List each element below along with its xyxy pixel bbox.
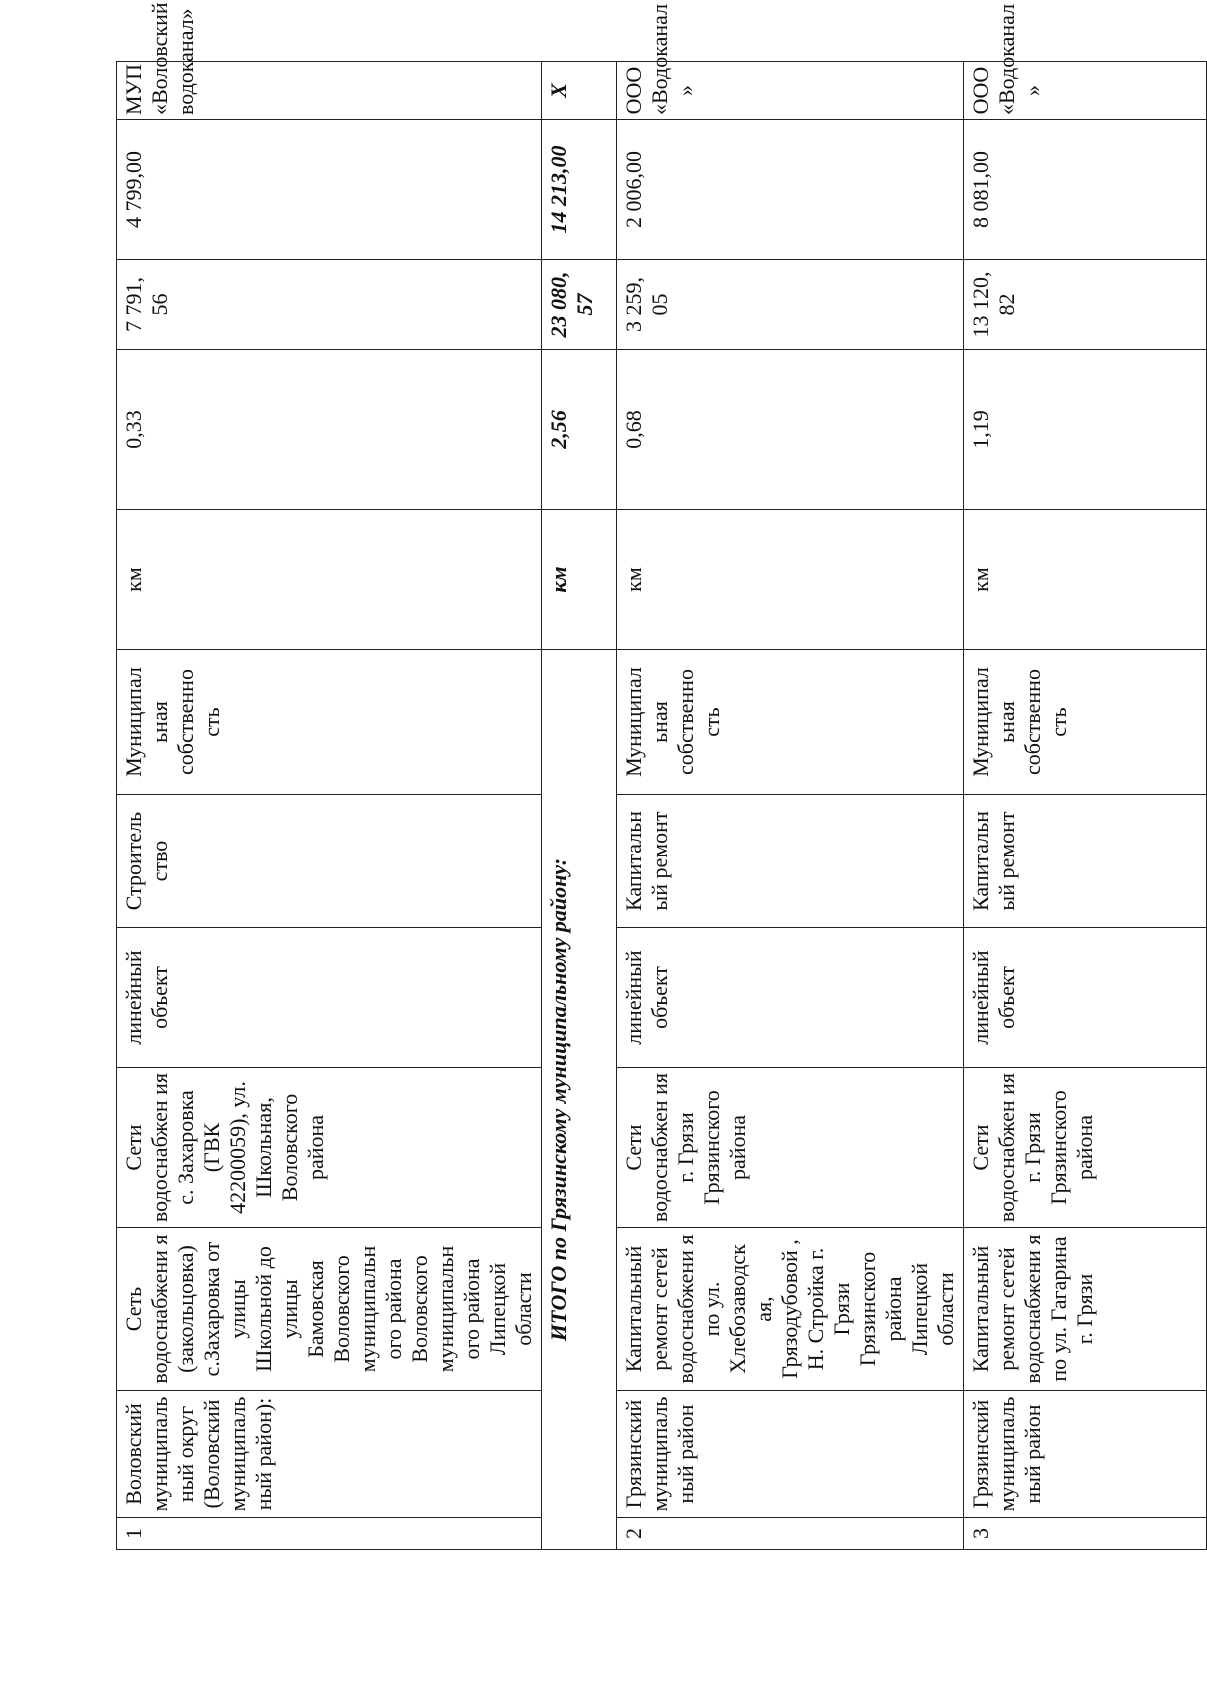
total-label: ИТОГО по Грязинскому муниципальному району:: [542, 650, 617, 1550]
object-type-cell: линейный объект: [617, 928, 964, 1068]
work-type-cell: Строитель ство: [117, 795, 542, 928]
operator-cell: ООО «Водоканал »: [617, 62, 964, 120]
object-cell: Сети водоснабжен ия с. Захаровка (ГВК 42200059), ул. Школьная, Воловского района: [117, 1068, 542, 1228]
table-row: [964, 62, 1207, 1550]
unit-cell: км: [964, 510, 1207, 650]
district-cell: Воловский муниципаль ный округ (Воловский муниципаль ный район):: [117, 1391, 542, 1518]
object-cell: Сети водоснабжен ия г. Грязи Грязинского района: [617, 1068, 964, 1228]
unit-cell: км: [617, 510, 964, 650]
total-unit-cell: км: [542, 510, 617, 650]
total-amount-cell: 14 213,00: [542, 120, 617, 260]
amount-cell: 8 081,00: [964, 120, 1207, 260]
total-cost-cell: 23 080, 57: [542, 260, 617, 350]
table-row: [617, 62, 964, 1550]
row-number: 2: [617, 1518, 964, 1550]
cost-cell: 3 259, 05: [617, 260, 964, 350]
district-cell: Грязинский муниципаль ный район: [617, 1391, 964, 1518]
work-type-cell: Капитальн ый ремонт: [964, 795, 1207, 928]
total-operator-cell: X: [542, 62, 617, 120]
row-number: 1: [117, 1518, 542, 1550]
total-row: [542, 62, 617, 1550]
operator-cell: МУП «Воловский водоканал»: [117, 62, 542, 120]
amount-cell: 4 799,00: [117, 120, 542, 260]
cost-cell: 7 791, 56: [117, 260, 542, 350]
description-cell: Капитальный ремонт сетей водоснабжени я по ул. Гагарина г. Грязи: [964, 1228, 1207, 1391]
object-type-cell: линейный объект: [117, 928, 542, 1068]
length-cell: 0,33: [117, 350, 542, 510]
table-row: [117, 62, 542, 1550]
ownership-cell: Муниципал ьная собственно сть: [117, 650, 542, 795]
rotated-page-content: [116, 2, 1124, 1550]
length-cell: 1,19: [964, 350, 1207, 510]
operator-cell: ООО «Водоканал »: [964, 62, 1207, 120]
row-number: 3: [964, 1518, 1207, 1550]
ownership-cell: Муниципал ьная собственно сть: [617, 650, 964, 795]
amount-cell: 2 006,00: [617, 120, 964, 260]
total-length-cell: 2,56: [542, 350, 617, 510]
ownership-cell: Муниципал ьная собственно сть: [964, 650, 1207, 795]
description-cell: Капитальный ремонт сетей водоснабжени я по ул. Хлебозаводск ая, Грязодубовой , Н. Стройка г. Грязи Грязинского района Липецкой области: [617, 1228, 964, 1391]
district-cell: Грязинский муниципаль ный район: [964, 1391, 1207, 1518]
investment-table: [116, 2, 1207, 1550]
work-type-cell: Капитальн ый ремонт: [617, 795, 964, 928]
object-cell: Сети водоснабжен ия г. Грязи Грязинского района: [964, 1068, 1207, 1228]
description-cell: Сеть водоснабжени я (закольцовка) с.Захаровка от улицы Школьной до улицы Бамовская Воловского муниципальн ого района Воловского муниципальн ого района Липецкой области: [117, 1228, 542, 1391]
length-cell: 0,68: [617, 350, 964, 510]
unit-cell: км: [117, 510, 542, 650]
cost-cell: 13 120, 82: [964, 260, 1207, 350]
object-type-cell: линейный объект: [964, 928, 1207, 1068]
